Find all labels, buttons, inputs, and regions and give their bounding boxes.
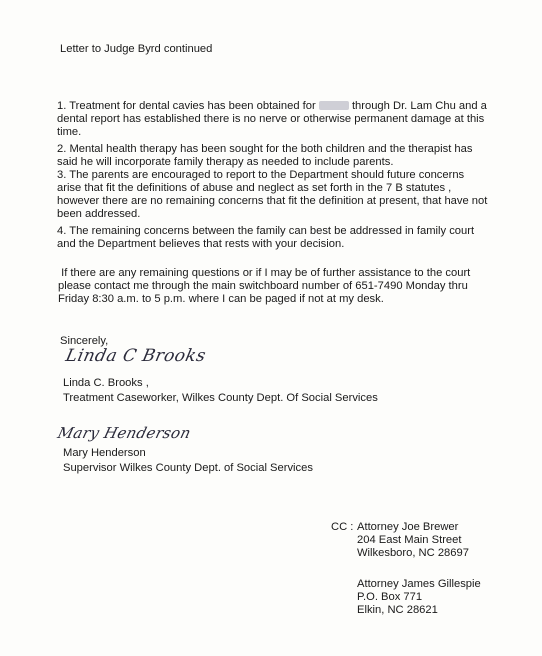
- closing-line-3: Friday 8:30 a.m. to 5 p.m. where I can be paged if not at my desk.: [58, 293, 384, 305]
- item-3-line-3: however there are no remaining concerns that fit the definition at present, that have not: [57, 195, 488, 207]
- cc-recipient-1-city: Wilkesboro, NC 28697: [357, 547, 469, 559]
- item-2: [57, 143, 527, 169]
- cc-recipient-2-city: Elkin, NC 28621: [357, 604, 438, 616]
- cc-recipient-1: [357, 521, 469, 560]
- item-1: [57, 100, 527, 139]
- closing-paragraph: [58, 267, 528, 306]
- item-3: [57, 169, 527, 221]
- cc-recipient-1-street: 204 East Main Street: [357, 534, 462, 546]
- signer2-title: Supervisor Wilkes County Dept. of Social Services: [63, 462, 313, 474]
- cc-recipient-1-name: Attorney Joe Brewer: [357, 521, 459, 533]
- item-3-line-4: been addressed.: [57, 208, 141, 220]
- cc-recipient-2: [357, 578, 481, 617]
- signer1-title: Treatment Caseworker, Wilkes County Dept. Of Social Services: [63, 392, 378, 404]
- item-3-line-1: 3. The parents are encouraged to report to the Department should future concerns: [57, 169, 465, 181]
- item-2-line-1: 2. Mental health therapy has been sought for the both children and the therapist has: [57, 143, 473, 155]
- cc-label: CC :: [331, 521, 354, 533]
- closing-line-2: please contact me through the main switchboard number of 651-7490 Monday thru: [58, 280, 468, 292]
- signer1-name: Linda C. Brooks ,: [63, 377, 149, 389]
- sign-off: Sincerely,: [60, 335, 109, 347]
- item-1-line-1b: through Dr. Lam Chu and a: [351, 100, 487, 112]
- item-4-line-2: and the Department believes that rests with your decision.: [57, 238, 345, 250]
- signature-mary-henderson: Mary Henderson: [55, 424, 193, 442]
- item-4-line-1: 4. The remaining concerns between the family can best be addressed in family court: [57, 225, 475, 237]
- closing-line-1: If there are any remaining questions or if I may be of further assistance to the court: [58, 267, 471, 279]
- item-4: [57, 225, 527, 251]
- signer2-name: Mary Henderson: [63, 447, 146, 459]
- item-3-line-2: arise that fit the definitions of abuse and neglect as set forth in the 7 B statutes ,: [57, 182, 452, 194]
- item-1-line-2: dental report has established there is no nerve or otherwise permanent damage at this: [57, 113, 485, 125]
- redacted-name: [319, 101, 349, 110]
- item-2-line-2: said he will incorporate family therapy as needed to include parents.: [57, 156, 394, 168]
- cc-recipient-2-street: P.O. Box 771: [357, 591, 423, 603]
- item-1-line-1a: 1. Treatment for dental cavies has been obtained for: [57, 100, 316, 112]
- item-1-line-3: time.: [57, 126, 82, 138]
- signature-linda-brooks: Linda C Brooks: [63, 346, 208, 366]
- cc-recipient-2-name: Attorney James Gillespie: [357, 578, 481, 590]
- page-header: Letter to Judge Byrd continued: [60, 43, 213, 55]
